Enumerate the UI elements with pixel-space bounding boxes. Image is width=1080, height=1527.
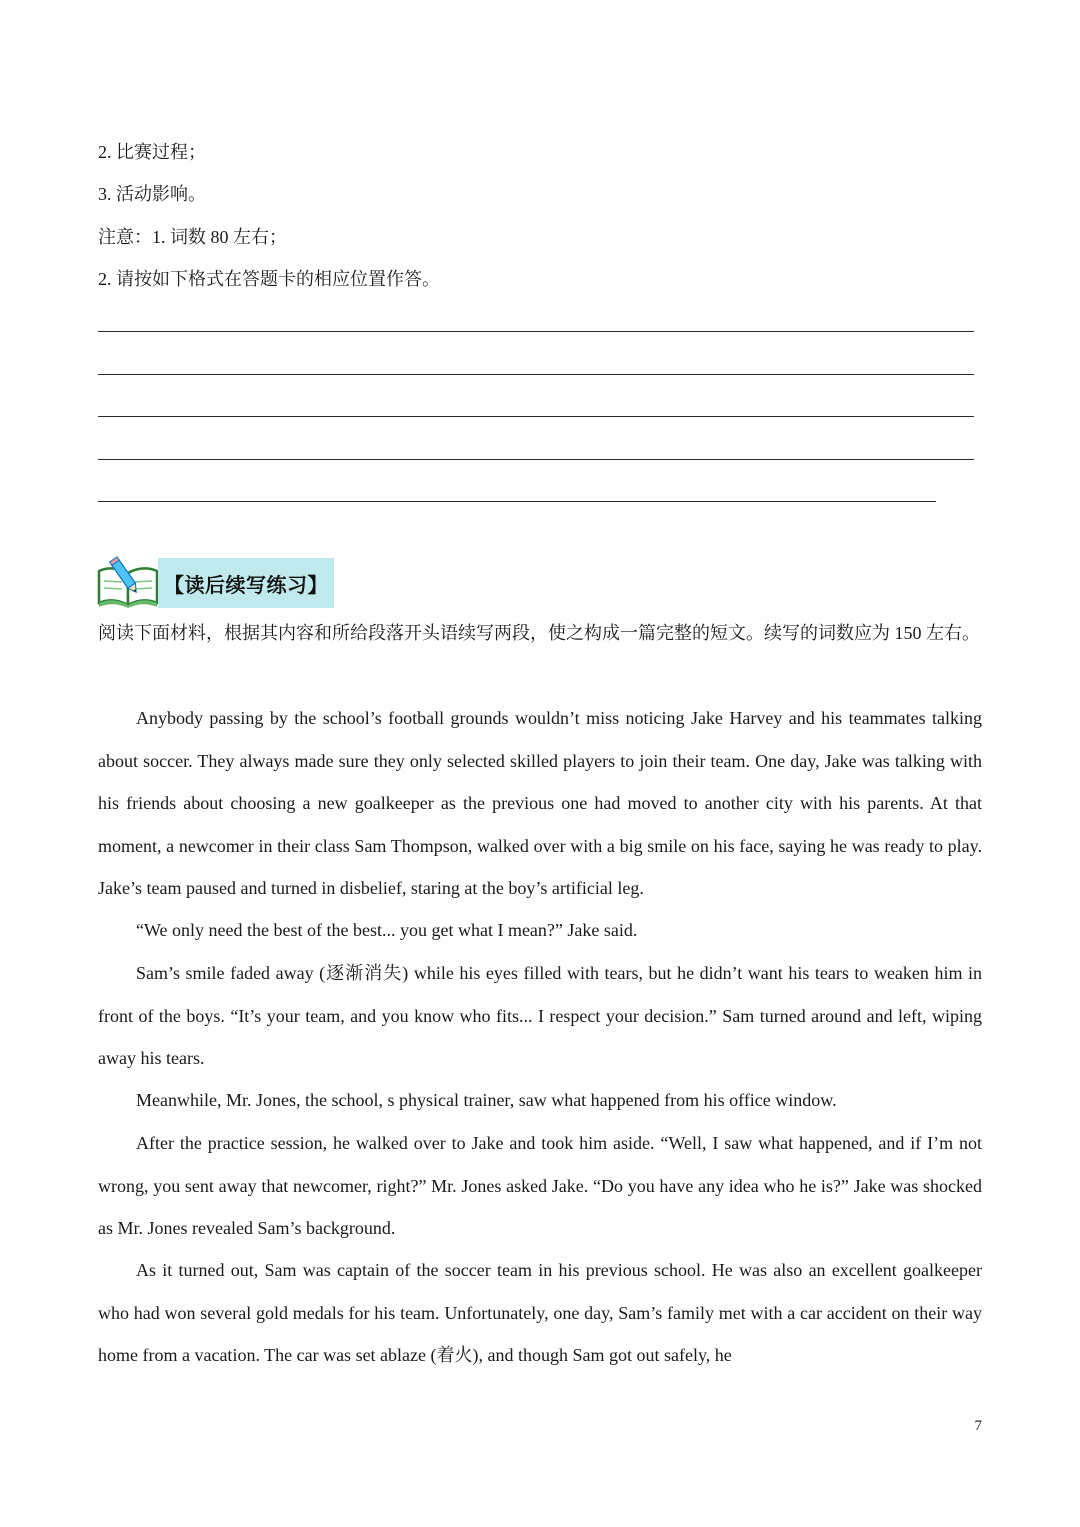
list-item-impact: 3. 活动影响。 — [98, 184, 206, 204]
story-paragraph: “We only need the best of the best... you get what I mean?” Jake said. — [136, 920, 638, 940]
note-answer-format: 2. 请按如下格式在答题卡的相应位置作答。 — [98, 269, 440, 289]
answer-line[interactable] — [98, 331, 974, 332]
story-paragraph: Anybody passing by the school’s football grounds wouldn’t miss noticing Jake Harvey and his teammates talking about soccer. They always made sure they only selected skilled players to join their team. One day, Jake was talking with his friends about choosing a new goalkeeper as the previous one had moved to another city with his parents. At that moment, a newcomer in their class Sam Thompson, walked over with a big smile on his face, saying he was ready to play. Jake’s team paused and turned in disbelief, staring at the boy’s artificial leg. — [98, 708, 982, 898]
section-title: 【读后续写练习】 — [164, 572, 328, 597]
book-pencil-icon — [96, 555, 162, 609]
task-instruction: 阅读下面材料，根据其内容和所给段落开头语续写两段，使之构成一篇完整的短文。续写的词数应为 150 左右。 — [98, 623, 980, 643]
list-item-process: 2. 比赛过程； — [98, 142, 206, 162]
story-paragraph: Meanwhile, Mr. Jones, the school, s physical trainer, saw what happened from his office window. — [136, 1090, 837, 1110]
note-word-count: 注意：1. 词数 80 左右； — [98, 227, 287, 247]
section-header — [96, 555, 336, 609]
story-paragraph: Sam’s smile faded away (逐渐消失) while his eyes filled with tears, but he didn’t want his tears to weaken him in front of the boys. “It’s your team, and you know who fits... I respect your decision.” Sam turned around and left, wiping away his tears. — [98, 963, 982, 1068]
story-paragraph: As it turned out, Sam was captain of the soccer team in his previous school. He was also an excellent goalkeeper who had won several gold medals for his team. Unfortunately, one day, Sam’s family met with a car accident on their way home from a vacation. The car was set ablaze (着火), and though Sam got out safely, he — [98, 1260, 982, 1365]
answer-line[interactable] — [98, 459, 974, 460]
story-paragraph: After the practice session, he walked over to Jake and took him aside. “Well, I saw what happened, and if I’m not wrong, you sent away that newcomer, right?” Mr. Jones asked Jake. “Do you have any idea who he is?” Jake was shocked as Mr. Jones revealed Sam’s background. — [98, 1133, 982, 1238]
answer-line[interactable] — [98, 416, 974, 417]
section-title-box — [158, 558, 334, 608]
answer-line[interactable] — [98, 501, 936, 502]
page-number: 7 — [974, 1418, 982, 1434]
answer-line[interactable] — [98, 374, 974, 375]
